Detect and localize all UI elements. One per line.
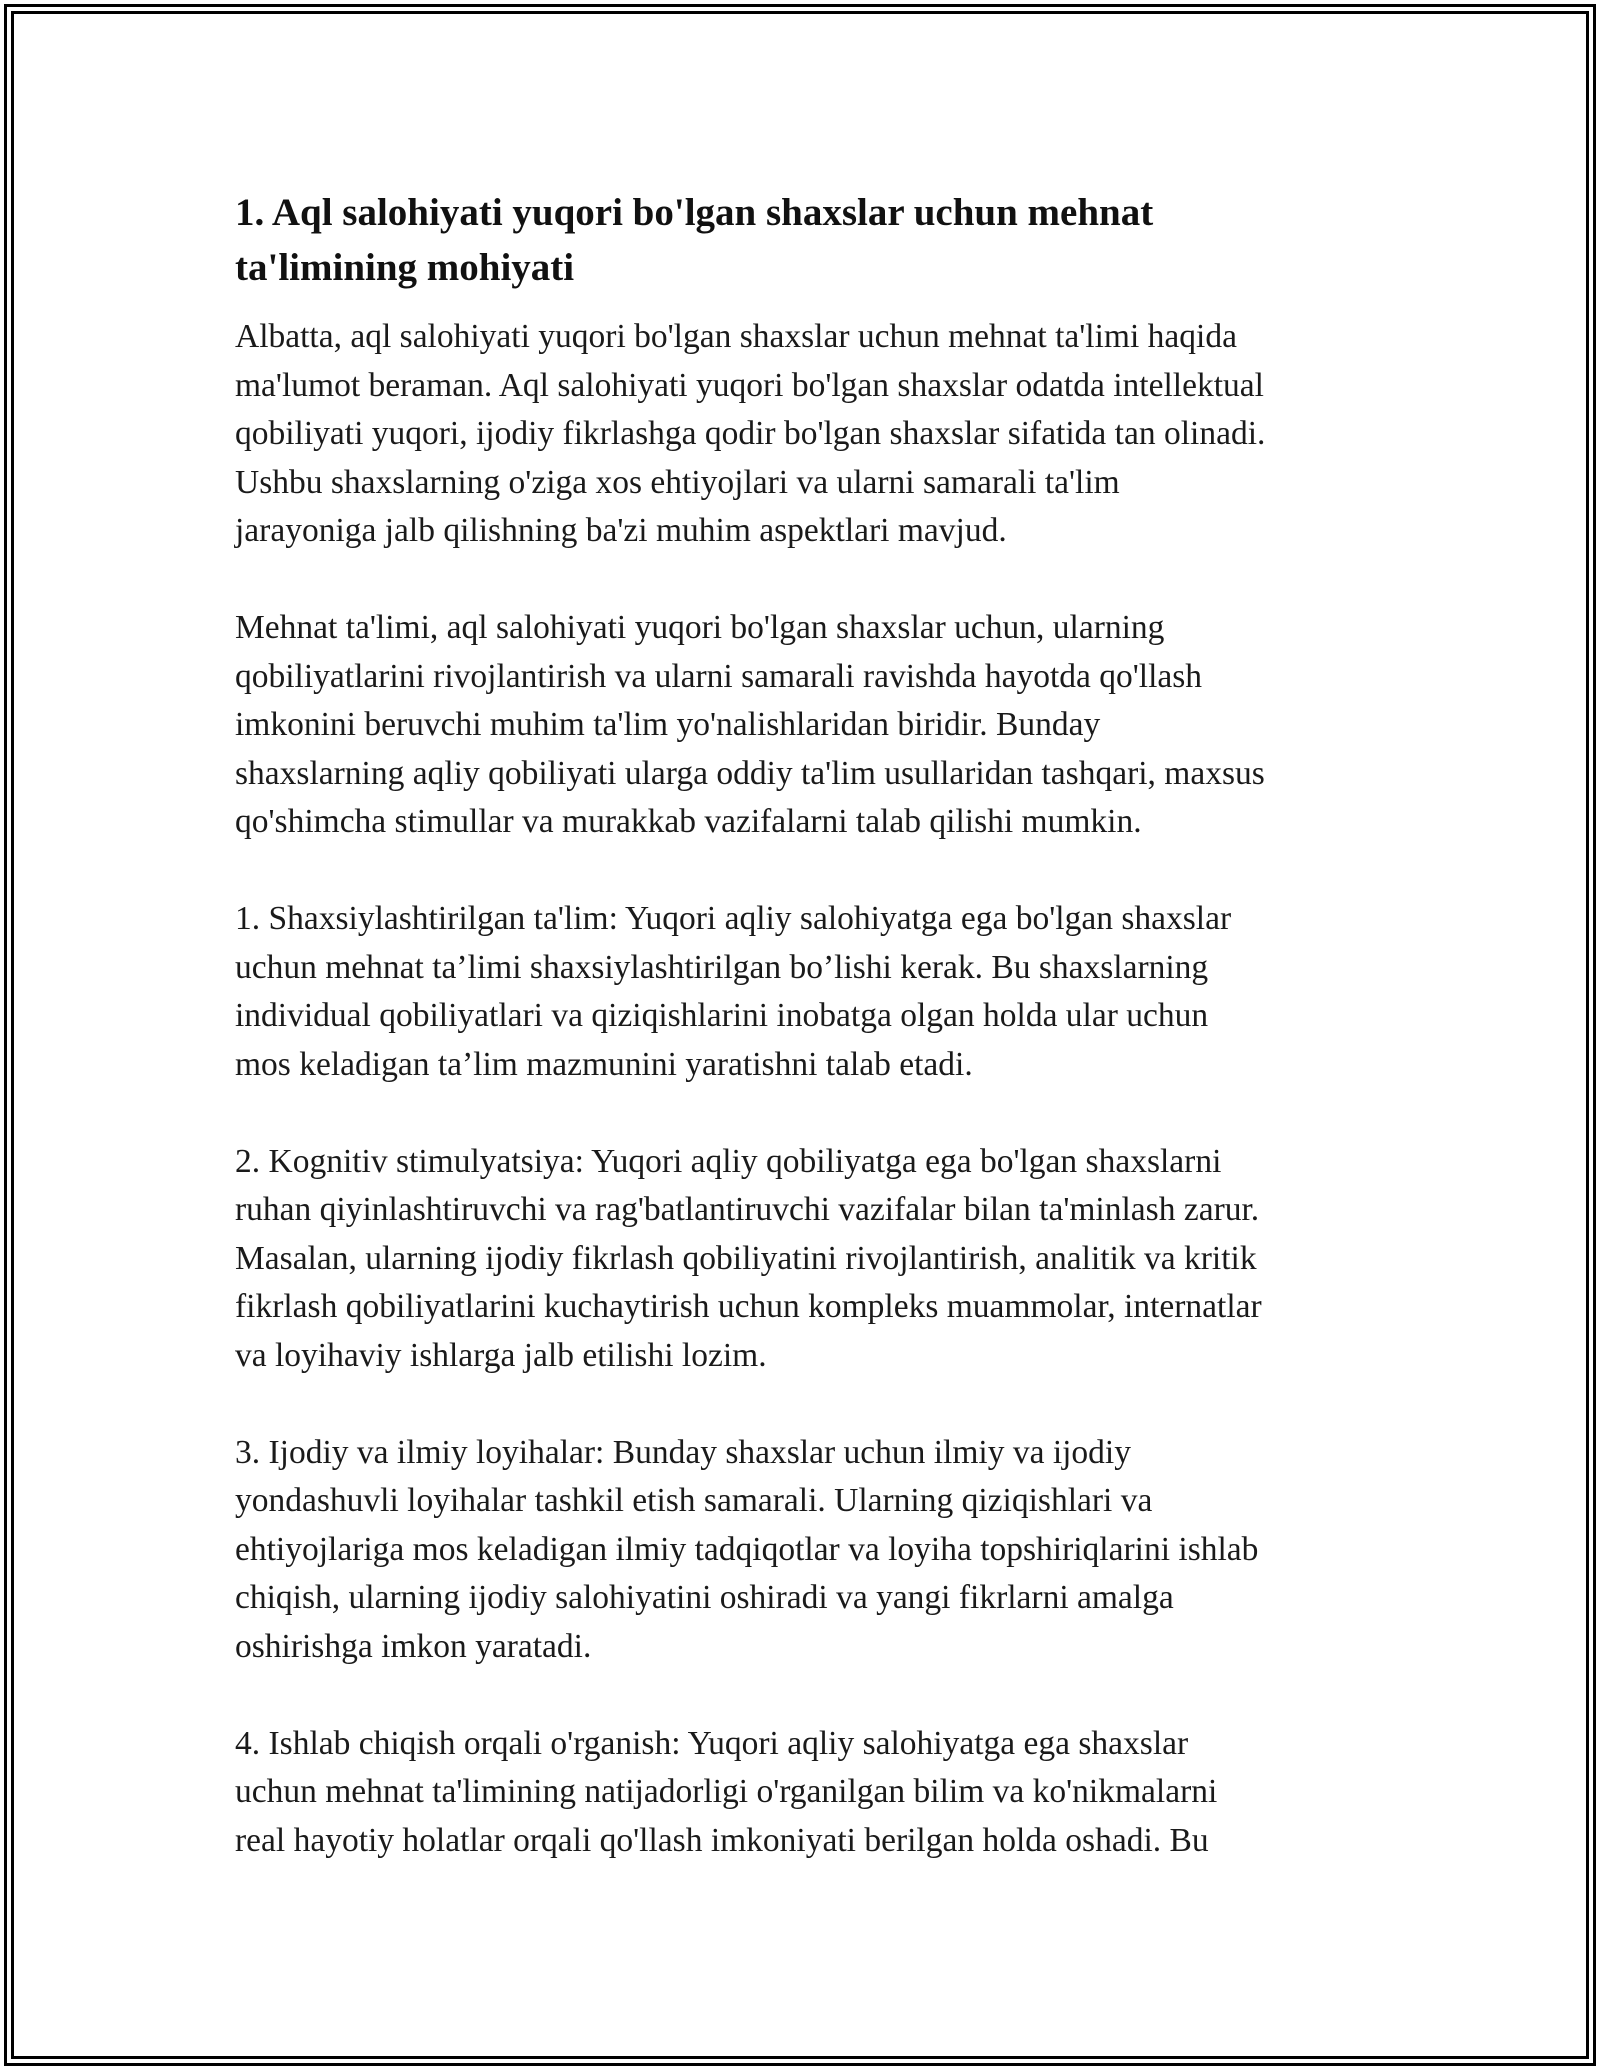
text-line: oshirishga imkon yaratadi. [235,1627,592,1665]
text-line: Ushbu shaxslarning o'ziga xos ehtiyojlari va ularni samarali ta'lim [235,463,1120,501]
text-line: mos keladigan ta’lim mazmunini yaratishni talab etadi. [235,1045,973,1083]
section-heading [235,185,1375,295]
text-line: Masalan, ularning ijodiy fikrlash qobiliyatini rivojlantirish, analitik va kritik [235,1239,1257,1277]
paragraph-overview [235,604,1375,847]
text-line: va loyihaviy ishlarga jalb etilishi lozim. [235,1336,767,1374]
text-line: uchun mehnat ta’limi shaxsiylashtirilgan bo’lishi kerak. Bu shaxslarning [235,948,1209,986]
paragraph-intro [235,313,1375,556]
text-line: Mehnat ta'limi, aql salohiyati yuqori bo'lgan shaxslar uchun, ularning [235,609,1165,646]
text-line: jarayoniga jalb qilishning ba'zi muhim aspektlari mavjud. [235,512,1007,549]
paragraph-point-3 [235,1429,1375,1672]
text-line: real hayotiy holatlar orqali qo'llash imkoniyati berilgan holda oshadi. Bu [235,1821,1209,1859]
paragraph-point-4 [235,1720,1375,1866]
text-line: yondashuvli loyihalar tashkil etish samarali. Ularning qiziqishlari va [235,1482,1153,1519]
text-line: ehtiyojlariga mos keladigan ilmiy tadqiqotlar va loyiha topshiriqlarini ishlab [235,1530,1259,1568]
heading-line: 1. Aql salohiyati yuqori bo'lgan shaxslar uchun mehnat [235,191,1154,234]
heading-line: ta'limining mohiyati [235,246,575,289]
text-line: shaxslarning aqliy qobiliyati ularga oddiy ta'lim usullaridan tashqari, maxsus [235,754,1265,792]
text-line: uchun mehnat ta'limining natijadorligi o'rganilgan bilim va ko'nikmalarni [235,1773,1218,1810]
text-line: 1. Shaxsiylashtirilgan ta'lim: Yuqori aqliy salohiyatga ega bo'lgan shaxslar [235,900,1232,937]
text-line: Albatta, aql salohiyati yuqori bo'lgan shaxslar uchun mehnat ta'limi haqida [235,318,1237,355]
text-line: qobiliyatlarini rivojlantirish va ularni samarali ravishda hayotda qo'llash [235,657,1203,695]
text-line: 3. Ijodiy va ilmiy loyihalar: Bunday shaxslar uchun ilmiy va ijodiy [235,1433,1131,1471]
text-line: 2. Kognitiv stimulyatsiya: Yuqori aqliy qobiliyatga ega bo'lgan shaxslarni [235,1142,1222,1180]
text-line: chiqish, ularning ijodiy salohiyatini oshiradi va yangi fikrlarni amalga [235,1579,1174,1616]
document-body [235,185,1375,1914]
text-line: 4. Ishlab chiqish orqali o'rganish: Yuqori aqliy salohiyatga ega shaxslar [235,1724,1189,1762]
text-line: fikrlash qobiliyatlarini kuchaytirish uchun kompleks muammolar, internatlar [235,1288,1262,1325]
text-line: ma'lumot beraman. Aql salohiyati yuqori bo'lgan shaxslar odatda intellektual [235,366,1264,404]
text-line: imkonini beruvchi muhim ta'lim yo'nalishlaridan biridir. Bunday [235,706,1101,743]
text-line: qobiliyati yuqori, ijodiy fikrlashga qodir bo'lgan shaxslar sifatida tan olinadi. [235,415,1266,452]
text-line: ruhan qiyinlashtiruvchi va rag'batlantiruvchi vazifalar bilan ta'minlash zarur. [235,1191,1260,1228]
paragraph-point-1 [235,895,1375,1089]
paragraph-point-2 [235,1138,1375,1381]
text-line: qo'shimcha stimullar va murakkab vazifalarni talab qilishi mumkin. [235,803,1142,840]
text-line: individual qobiliyatlari va qiziqishlarini inobatga olgan holda ular uchun [235,997,1209,1034]
